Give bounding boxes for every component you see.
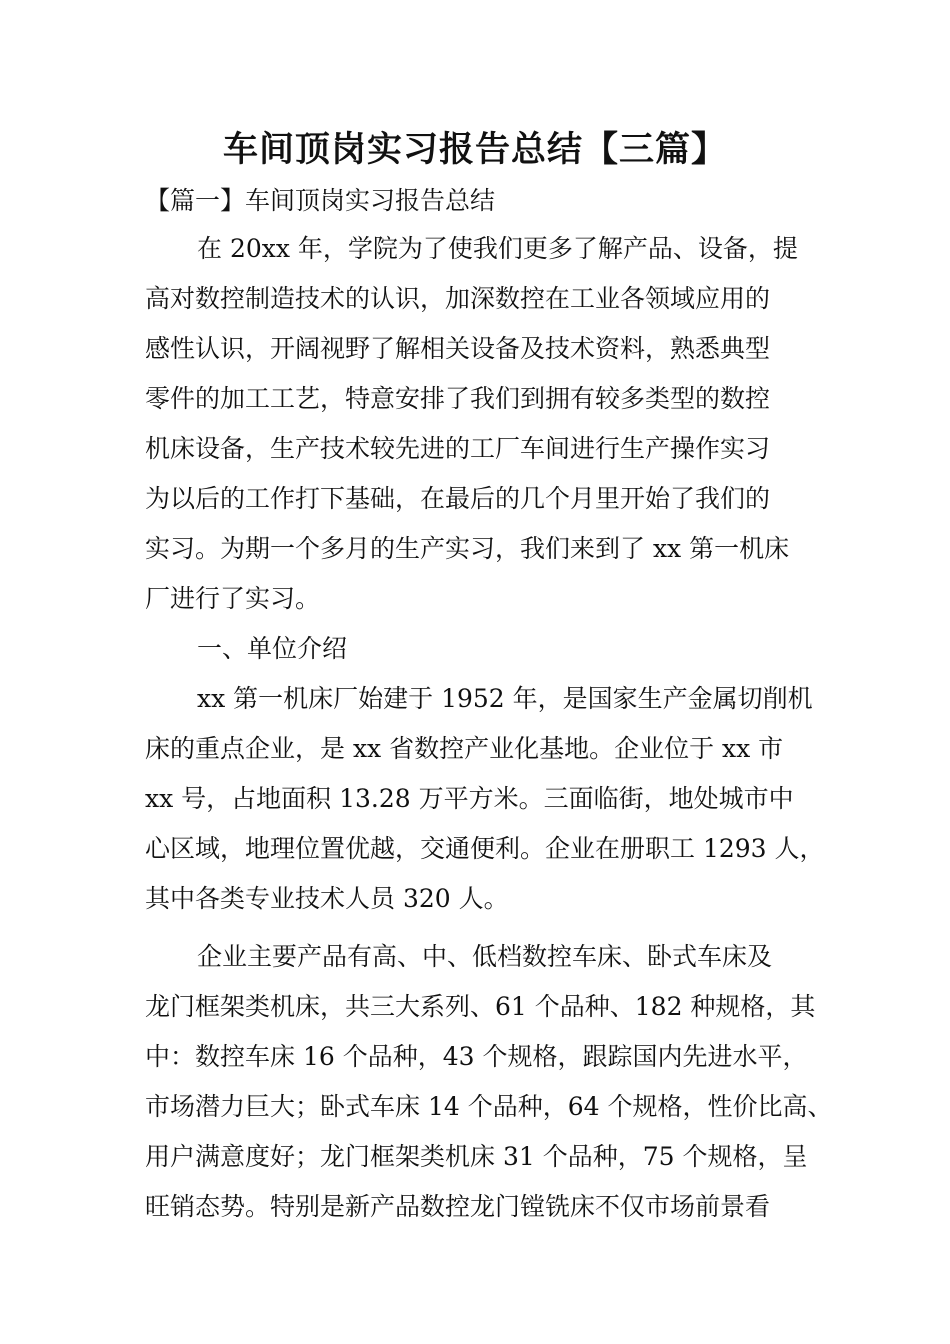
subsection-heading: 一、单位介绍 xyxy=(197,634,348,663)
body-text xyxy=(145,224,833,1232)
paragraph-line: 厂进行了实习。 xyxy=(145,584,321,613)
paragraph-line: 为以后的工作打下基础，在最后的几个月里开始了我们的 xyxy=(145,484,771,513)
paragraph-line: 其中各类专业技术人员 320 人。 xyxy=(145,884,509,913)
paragraph-line: 中：数控车床 16 个品种，43 个规格，跟踪国内先进水平， xyxy=(145,1042,808,1071)
paragraph-line: 旺销态势。特别是新产品数控龙门镗铣床不仅市场前景看 xyxy=(145,1192,771,1221)
paragraph-line: xx 号，占地面积 13.28 万平方米。三面临街，地处城市中 xyxy=(145,784,794,813)
paragraph-line: 高对数控制造技术的认识，加深数控在工业各领域应用的 xyxy=(145,284,771,313)
document-title: 车间顶岗实习报告总结【三篇】 xyxy=(222,130,727,170)
paragraph-line: 感性认识，开阔视野了解相关设备及技术资料，熟悉典型 xyxy=(145,334,771,363)
section-heading: 【篇一】车间顶岗实习报告总结 xyxy=(145,186,496,215)
paragraph-line: 零件的加工工艺，特意安排了我们到拥有较多类型的数控 xyxy=(145,384,771,413)
paragraph-line: 床的重点企业，是 xx 省数控产业化基地。企业位于 xx 市 xyxy=(145,734,784,763)
paragraph-line: 用户满意度好；龙门框架类机床 31 个品种，75 个规格，呈 xyxy=(145,1142,808,1171)
paragraph-line: 机床设备，生产技术较先进的工厂车间进行生产操作实习 xyxy=(145,434,771,463)
paragraph-line: 在 20xx 年，学院为了使我们更多了解产品、设备，提 xyxy=(197,234,798,263)
paragraph-line: xx 第一机床厂始建于 1952 年，是国家生产金属切削机 xyxy=(197,684,813,713)
paragraph-line: 龙门框架类机床，共三大系列、61 个品种、182 种规格，其 xyxy=(145,992,816,1021)
paragraph-line: 企业主要产品有高、中、低档数控车床、卧式车床及 xyxy=(197,942,773,971)
paragraph-line: 实习。为期一个多月的生产实习，我们来到了 xx 第一机床 xyxy=(145,534,790,563)
paragraph-line: 市场潜力巨大；卧式车床 14 个品种，64 个规格，性价比高、 xyxy=(145,1092,833,1121)
paragraph-line: 心区域，地理位置优越，交通便利。企业在册职工 1293 人， xyxy=(145,834,825,863)
